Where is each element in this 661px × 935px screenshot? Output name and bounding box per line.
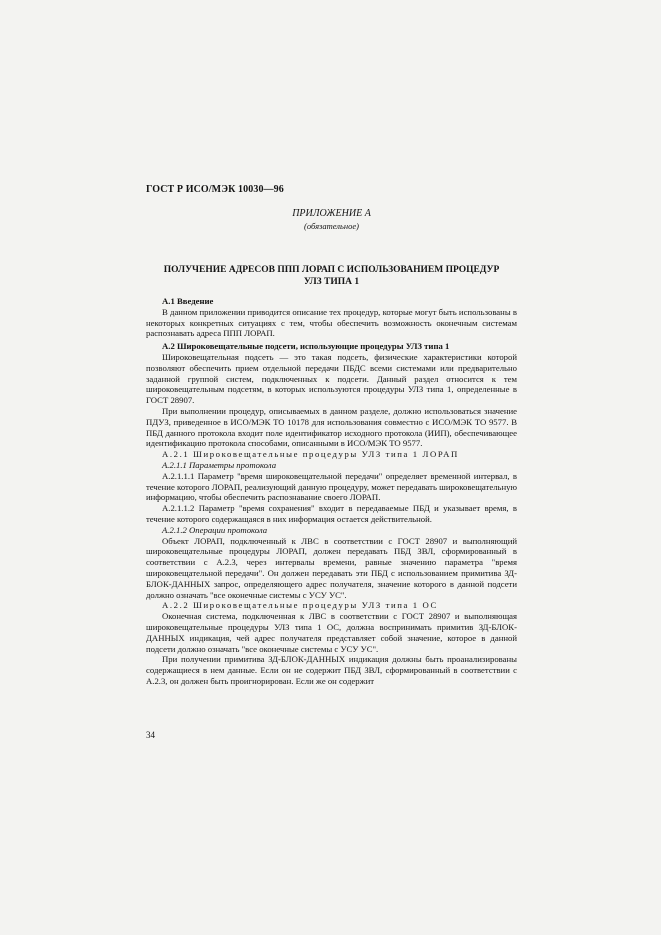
appendix-heading — [146, 208, 517, 232]
title-line-1: ПОЛУЧЕНИЕ АДРЕСОВ ППП ЛОРАП С ИСПОЛЬЗОВАНИЕМ ПРОЦЕДУР — [163, 265, 500, 275]
paragraph-a22-1: Оконечная система, подключенная к ЛВС в соответствии с ГОСТ 28907 и выполняющая широковещательные процедуры УЛЗ типа 1 ОС, должна воспринимать примитив ЗД-БЛОК-ДАННЫХ индикация, чей адрес получателя представляет собой значение, которое в данной подсети должно означать "все оконечные системы с УСУ УС". — [146, 611, 517, 654]
section-heading-a211: А.2.1.1 Параметры протокола — [162, 459, 277, 470]
page-number: 34 — [146, 730, 155, 740]
section-heading-a2: А.2 Широковещательные подсети, использующие процедуры УЛЗ типа 1 — [162, 341, 450, 352]
section-heading-a22: А.2.2 Широковещательные процедуры УЛЗ типа 1 ОС — [162, 600, 438, 611]
paragraph-a2111: А.2.1.1.1 Параметр "время широковещательной передачи" определяет временной интервал, в течение которого ЛОРАП, реализующий данную процедуру, может передавать широковещательную информацию, чтобы обеспечить распознавание своего ЛОРАП. — [146, 470, 517, 503]
paragraph-a22-2: При получении примитива ЗД-БЛОК-ДАННЫХ индикация должны быть проанализированы содержащиеся в нем данные. Если он не содержит ПБД ЗВЛ, сформированный в соответствии с А.2.3, он должен быть проигнорирован. Если же он содержит — [146, 654, 517, 686]
paragraph-a2112: А.2.1.1.2 Параметр "время сохранения" входит в передаваемые ПБД и указывает время, в течение которого содержащаяся в них информация остается действительной. — [146, 503, 517, 524]
section-heading-a21: А.2.1 Широковещательные процедуры УЛЗ типа 1 ЛОРАП — [162, 449, 459, 460]
appendix-subtitle: (обязательное) — [304, 221, 359, 231]
paragraph-a2-2: При выполнении процедур, описываемых в данном разделе, должно использоваться значение ПДУЗ, приведенное в ИСО/МЭК ТО 10178 для использования совместно с ИСО/МЭК ТО 9577. В ПБД данного протокола входит поле идентификатор исходного протокола (ИИП), обеспечивающее идентификацию протокола способами, описанными в ИСО/МЭК ТО 9577. — [146, 405, 517, 449]
document-title — [146, 264, 517, 288]
section-heading-a1: А.1 Введение — [162, 296, 214, 306]
paragraph-a212: Объект ЛОРАП, подключенный к ЛВС в соответствии с ГОСТ 28907 и выполняющий широковещательные процедуры ЛОРАП, должен передавать ПБД ЗВЛ, сформированный в соответствии с А.2.3, через интервалы времени, равные значению параметра "время широковещательной передачи". Он должен передавать эти ПБД с использованием примитива ЗД-БЛОК-ДАННЫХ запрос, определяющего адрес получателя, значение которого в данной подсети должно означать "все оконечные системы с УСУ УС". — [146, 535, 517, 600]
title-line-2: УЛЗ ТИПА 1 — [303, 277, 360, 287]
document-header: ГОСТ Р ИСО/МЭК 10030—96 — [146, 184, 284, 195]
paragraph-a2-1: Широковещательная подсеть — это такая подсеть, физические характеристики которой позволяют обеспечить прием отдельной передачи ПБДС всеми системами или предварительно заданной группой систем, подключенных к подсети. Данный раздел относится к тем широковещательным подсетям, в которых используются процедуры УЛЗ типа 1, определенные в ГОСТ 28907. — [146, 351, 517, 406]
section-heading-a212: А.2.1.2 Операции протокола — [162, 524, 268, 535]
paragraph-a1: В данном приложении приводится описание тех процедур, которые могут быть использованы в некоторых конкретных ситуациях с тем, чтобы обеспечить возможность оконечным системам распознавать адреса ППП ЛОРАП. — [146, 306, 517, 339]
document-body — [146, 296, 517, 687]
appendix-title: ПРИЛОЖЕНИЕ А — [292, 208, 371, 219]
